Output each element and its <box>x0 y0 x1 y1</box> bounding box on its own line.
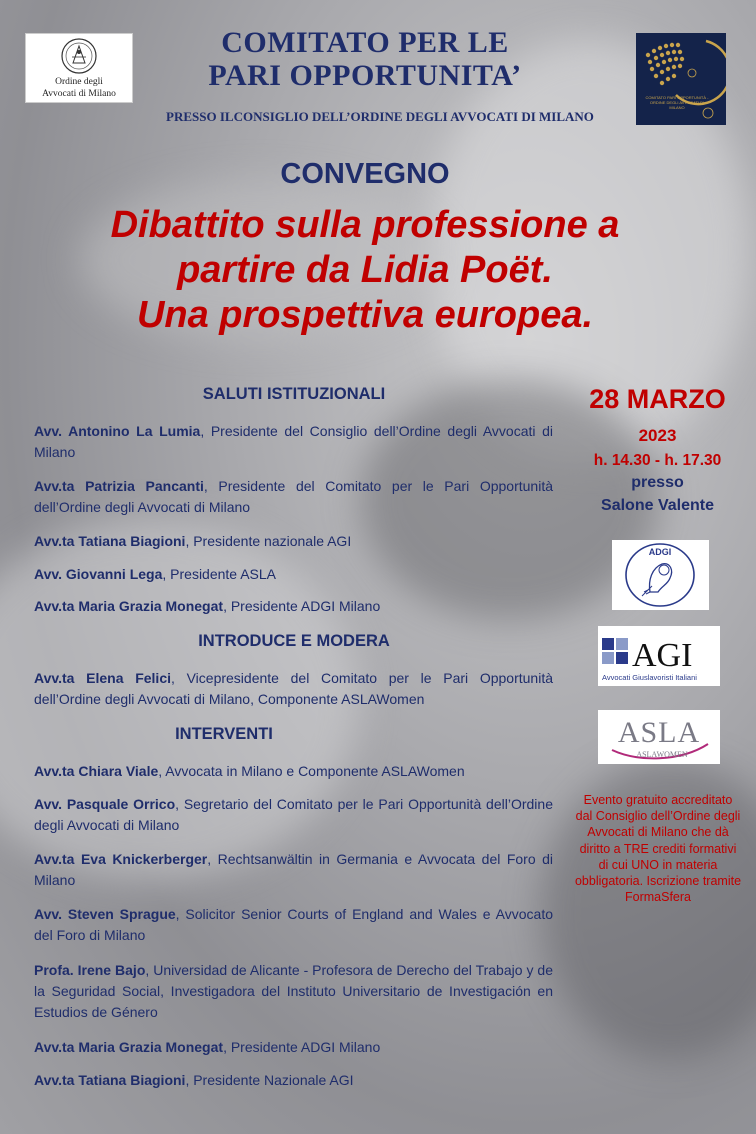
logo-text-line: Ordine degli <box>55 77 103 87</box>
speaker-role: , Presidente del Comitato per le Pari Opportunità dell’Ordine degli Avvocati di Milano <box>34 478 553 515</box>
event-date-year: 2023 <box>638 426 677 445</box>
speaker-entry <box>34 596 553 617</box>
agi-logo <box>598 626 720 686</box>
asla-emblem-icon <box>598 710 720 764</box>
speaker-entry <box>34 904 553 946</box>
adgi-logo <box>612 540 709 610</box>
event-title-line: Dibattito sulla professione a <box>110 204 620 246</box>
speaker-role: , Presidente Nazionale AGI <box>185 1072 354 1088</box>
agi-logo-text: AGI <box>632 637 693 674</box>
asla-logo-text: ASLA <box>617 716 701 749</box>
logo-text-line: Avvocati di Milano <box>42 89 116 99</box>
section-interventi <box>34 725 554 744</box>
speaker-role: , Presidente ADGI Milano <box>223 1039 381 1055</box>
committee-title <box>150 26 580 92</box>
comitato-logo-text: COMITATO PARI OPPORTUNITÀ - ORDINE DEGLI AVVOCATI DI MILANO <box>645 95 709 110</box>
speaker-role: , Presidente del Consiglio dell’Ordine degli Avvocati di Milano <box>34 423 553 460</box>
asla-logo-subtext: ASLAWOMEN <box>636 750 688 759</box>
event-presso: presso <box>631 474 684 491</box>
speaker-name: Avv.ta Maria Grazia Monegat <box>34 1039 224 1055</box>
speaker-name: Avv. Steven Sprague <box>34 906 176 922</box>
speaker-entry <box>34 1070 553 1091</box>
event-title <box>0 203 730 338</box>
speaker-name: Avv.ta Patrizia Pancanti <box>34 478 204 494</box>
speaker-name: Avv.ta Eva Knickerberger <box>34 851 208 867</box>
speaker-entry <box>34 421 553 463</box>
speaker-entry <box>34 960 553 1023</box>
seal-icon <box>60 37 98 75</box>
accreditation-note: Evento gratuito accreditato dal Consiglio dell’Ordine degli Avvocati di Milano che dà diritto a TRE crediti formativi di cui UNO in materia obbligatoria. Iscrizione tramite FormaSfera <box>574 793 742 905</box>
speaker-role: , Rechtsanwältin in Germania e Avvocata del Foro di Milano <box>34 851 553 888</box>
speaker-name: Avv. Antonino La Lumia <box>34 423 201 439</box>
title-line: PARI OPPORTUNITA’ <box>208 59 522 92</box>
comitato-emblem-icon <box>636 33 726 125</box>
asla-logo <box>598 710 720 764</box>
speaker-role: , Universidad de Alicante - Profesora de Derecho del Trabajo y de la Seguridad Social, Investigadora del Instituto Universitario de Investigación en Estudios de Género <box>34 962 553 1020</box>
event-venue: Salone Valente <box>601 497 714 514</box>
speaker-entry <box>34 849 553 891</box>
agi-logo-subtext: Avvocati Giuslavoristi Italiani <box>602 673 697 682</box>
ordine-avvocati-logo <box>25 33 133 103</box>
speaker-name: Avv.ta Chiara Viale <box>34 763 159 779</box>
comitato-logo <box>636 33 726 125</box>
speaker-name: Avv.ta Maria Grazia Monegat <box>34 598 224 614</box>
event-date-day: 28 MARZO <box>589 384 726 414</box>
speaker-name: Avv. Pasquale Orrico <box>34 796 176 812</box>
speaker-entry <box>34 564 553 585</box>
speaker-entry <box>34 531 553 552</box>
speaker-role: , Vicepresidente del Comitato per le Pari Opportunità dell’Ordine degli Avvocati di Milano, Componente ASLAWomen <box>34 670 553 707</box>
speaker-name: Avv.ta Tatiana Biagioni <box>34 1072 186 1088</box>
agi-emblem-icon <box>598 626 720 686</box>
title-line: COMITATO PER LE <box>221 26 509 59</box>
speaker-name: Profa. Irene Bajo <box>34 962 146 978</box>
section-saluti: SALUTI ISTITUZIONALI <box>202 385 386 403</box>
event-hours: h. 14.30 - h. 17.30 <box>593 452 722 469</box>
speaker-name: Avv. Giovanni Lega <box>34 566 163 582</box>
section-interventi-label: INTERVENTI <box>175 725 273 743</box>
speaker-entry <box>34 794 553 836</box>
committee-subtitle: PRESSO ILCONSIGLIO DELL’ORDINE DEGLI AVVOCATI DI MILANO <box>166 109 594 124</box>
speaker-role: , Presidente ADGI Milano <box>223 598 381 614</box>
event-title-line: Una prospettiva europea. <box>136 294 594 336</box>
speaker-role: , Segretario del Comitato per le Pari Opportunità dell’Ordine degli Avvocati di Milano <box>34 796 553 833</box>
speaker-role: , Solicitor Senior Courts of England and Wales e Avvocato del Foro di Milano <box>34 906 553 943</box>
event-kind: CONVEGNO <box>280 158 450 190</box>
adgi-logo-text: ADGI <box>648 547 672 557</box>
adgi-emblem-icon <box>612 540 709 610</box>
speaker-role: , Presidente ASLA <box>162 566 277 582</box>
speaker-name: Avv.ta Elena Felici <box>34 670 171 686</box>
speaker-entry <box>34 1037 553 1058</box>
section-introduce: INTRODUCE E MODERA <box>198 632 390 650</box>
speaker-role: , Avvocata in Milano e Componente ASLAWomen <box>158 763 465 779</box>
speaker-entry <box>34 668 553 710</box>
speaker-entry <box>34 761 553 782</box>
speaker-entry <box>34 476 553 518</box>
speaker-name: Avv.ta Tatiana Biagioni <box>34 533 186 549</box>
speaker-role: , Presidente nazionale AGI <box>185 533 352 549</box>
event-title-line: partire da Lidia Poët. <box>177 249 553 291</box>
